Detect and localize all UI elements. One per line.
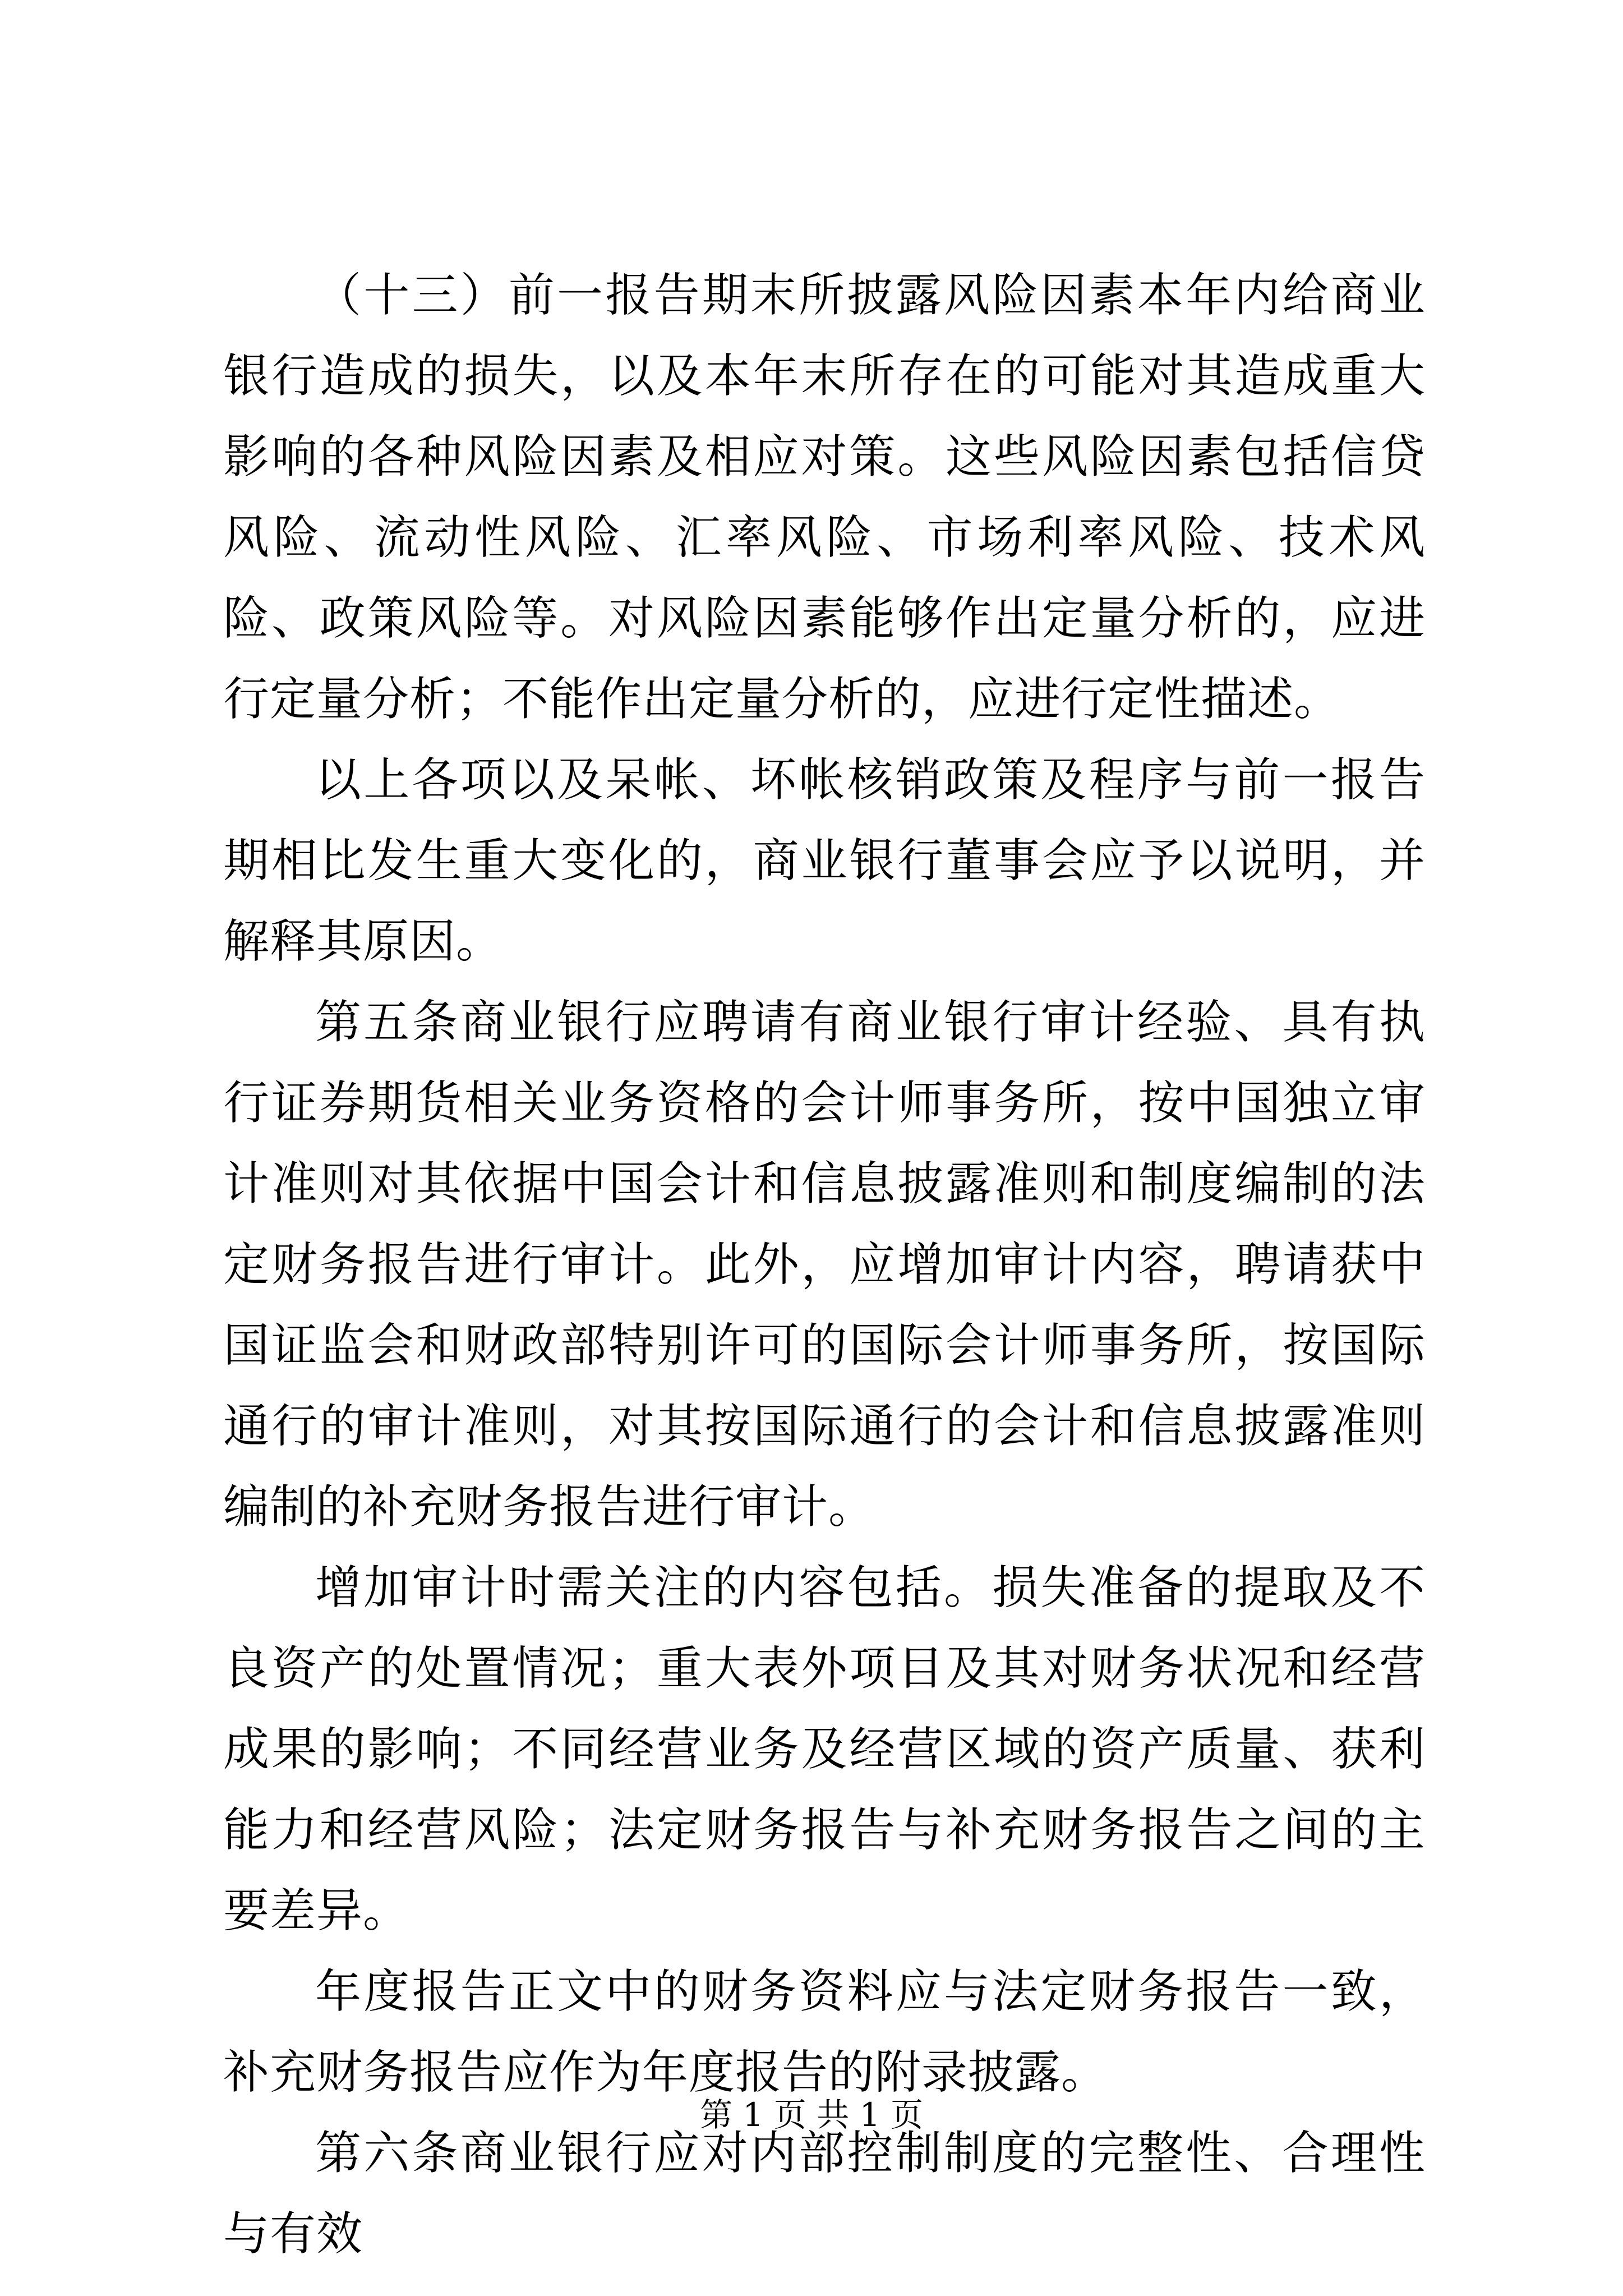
paragraph-article-6: 第六条商业银行应对内部控制制度的完整性、合理性与有效 (223, 2127, 1426, 2261)
paragraph-audit-focus: 增加审计时需关注的内容包括。损失准备的提取及不良资产的处置情况；重大表外项目及其对财务状况和经营成果的影响；不同经营业务及经营区域的资产质量、获利能力和经营风险；法定财务报告与补充财务报告之间的主要差异。 (223, 1561, 1426, 1938)
paragraph-risk-factors: （十三）前一报告期末所披露风险因素本年内给商业银行造成的损失，以及本年末所存在的可能对其造成重大影响的各种风险因素及相应对策。这些风险因素包括信贷风险、流动性风险、汇率风险、市场利率风险、技术风险、政策风险等。对风险因素能够作出定量分析的，应进行定量分析；不能作出定量分析的，应进行定性描述。 (223, 269, 1426, 726)
paragraph-annual-report-consistency: 年度报告正文中的财务资料应与法定财务报告一致，补充财务报告应作为年度报告的附录披露。 (223, 1965, 1426, 2099)
page-footer: 第 1 页 共 1 页 (700, 2096, 923, 2134)
paragraph-board-explanation: 以上各项以及呆帐、坏帐核销政策及程序与前一报告期相比发生重大变化的，商业银行董事会应予以说明，并解释其原因。 (223, 753, 1426, 968)
document-body (223, 255, 1426, 2275)
paragraph-article-5: 第五条商业银行应聘请有商业银行审计经验、具有执行证券期货相关业务资格的会计师事务所，按中国独立审计准则对其依据中国会计和信息披露准则和制度编制的法定财务报告进行审计。此外，应增加审计内容，聘请获中国证监会和财政部特别许可的国际会计师事务所，按国际通行的审计准则，对其按国际通行的会计和信息披露准则编制的补充财务报告进行审计。 (223, 996, 1426, 1534)
